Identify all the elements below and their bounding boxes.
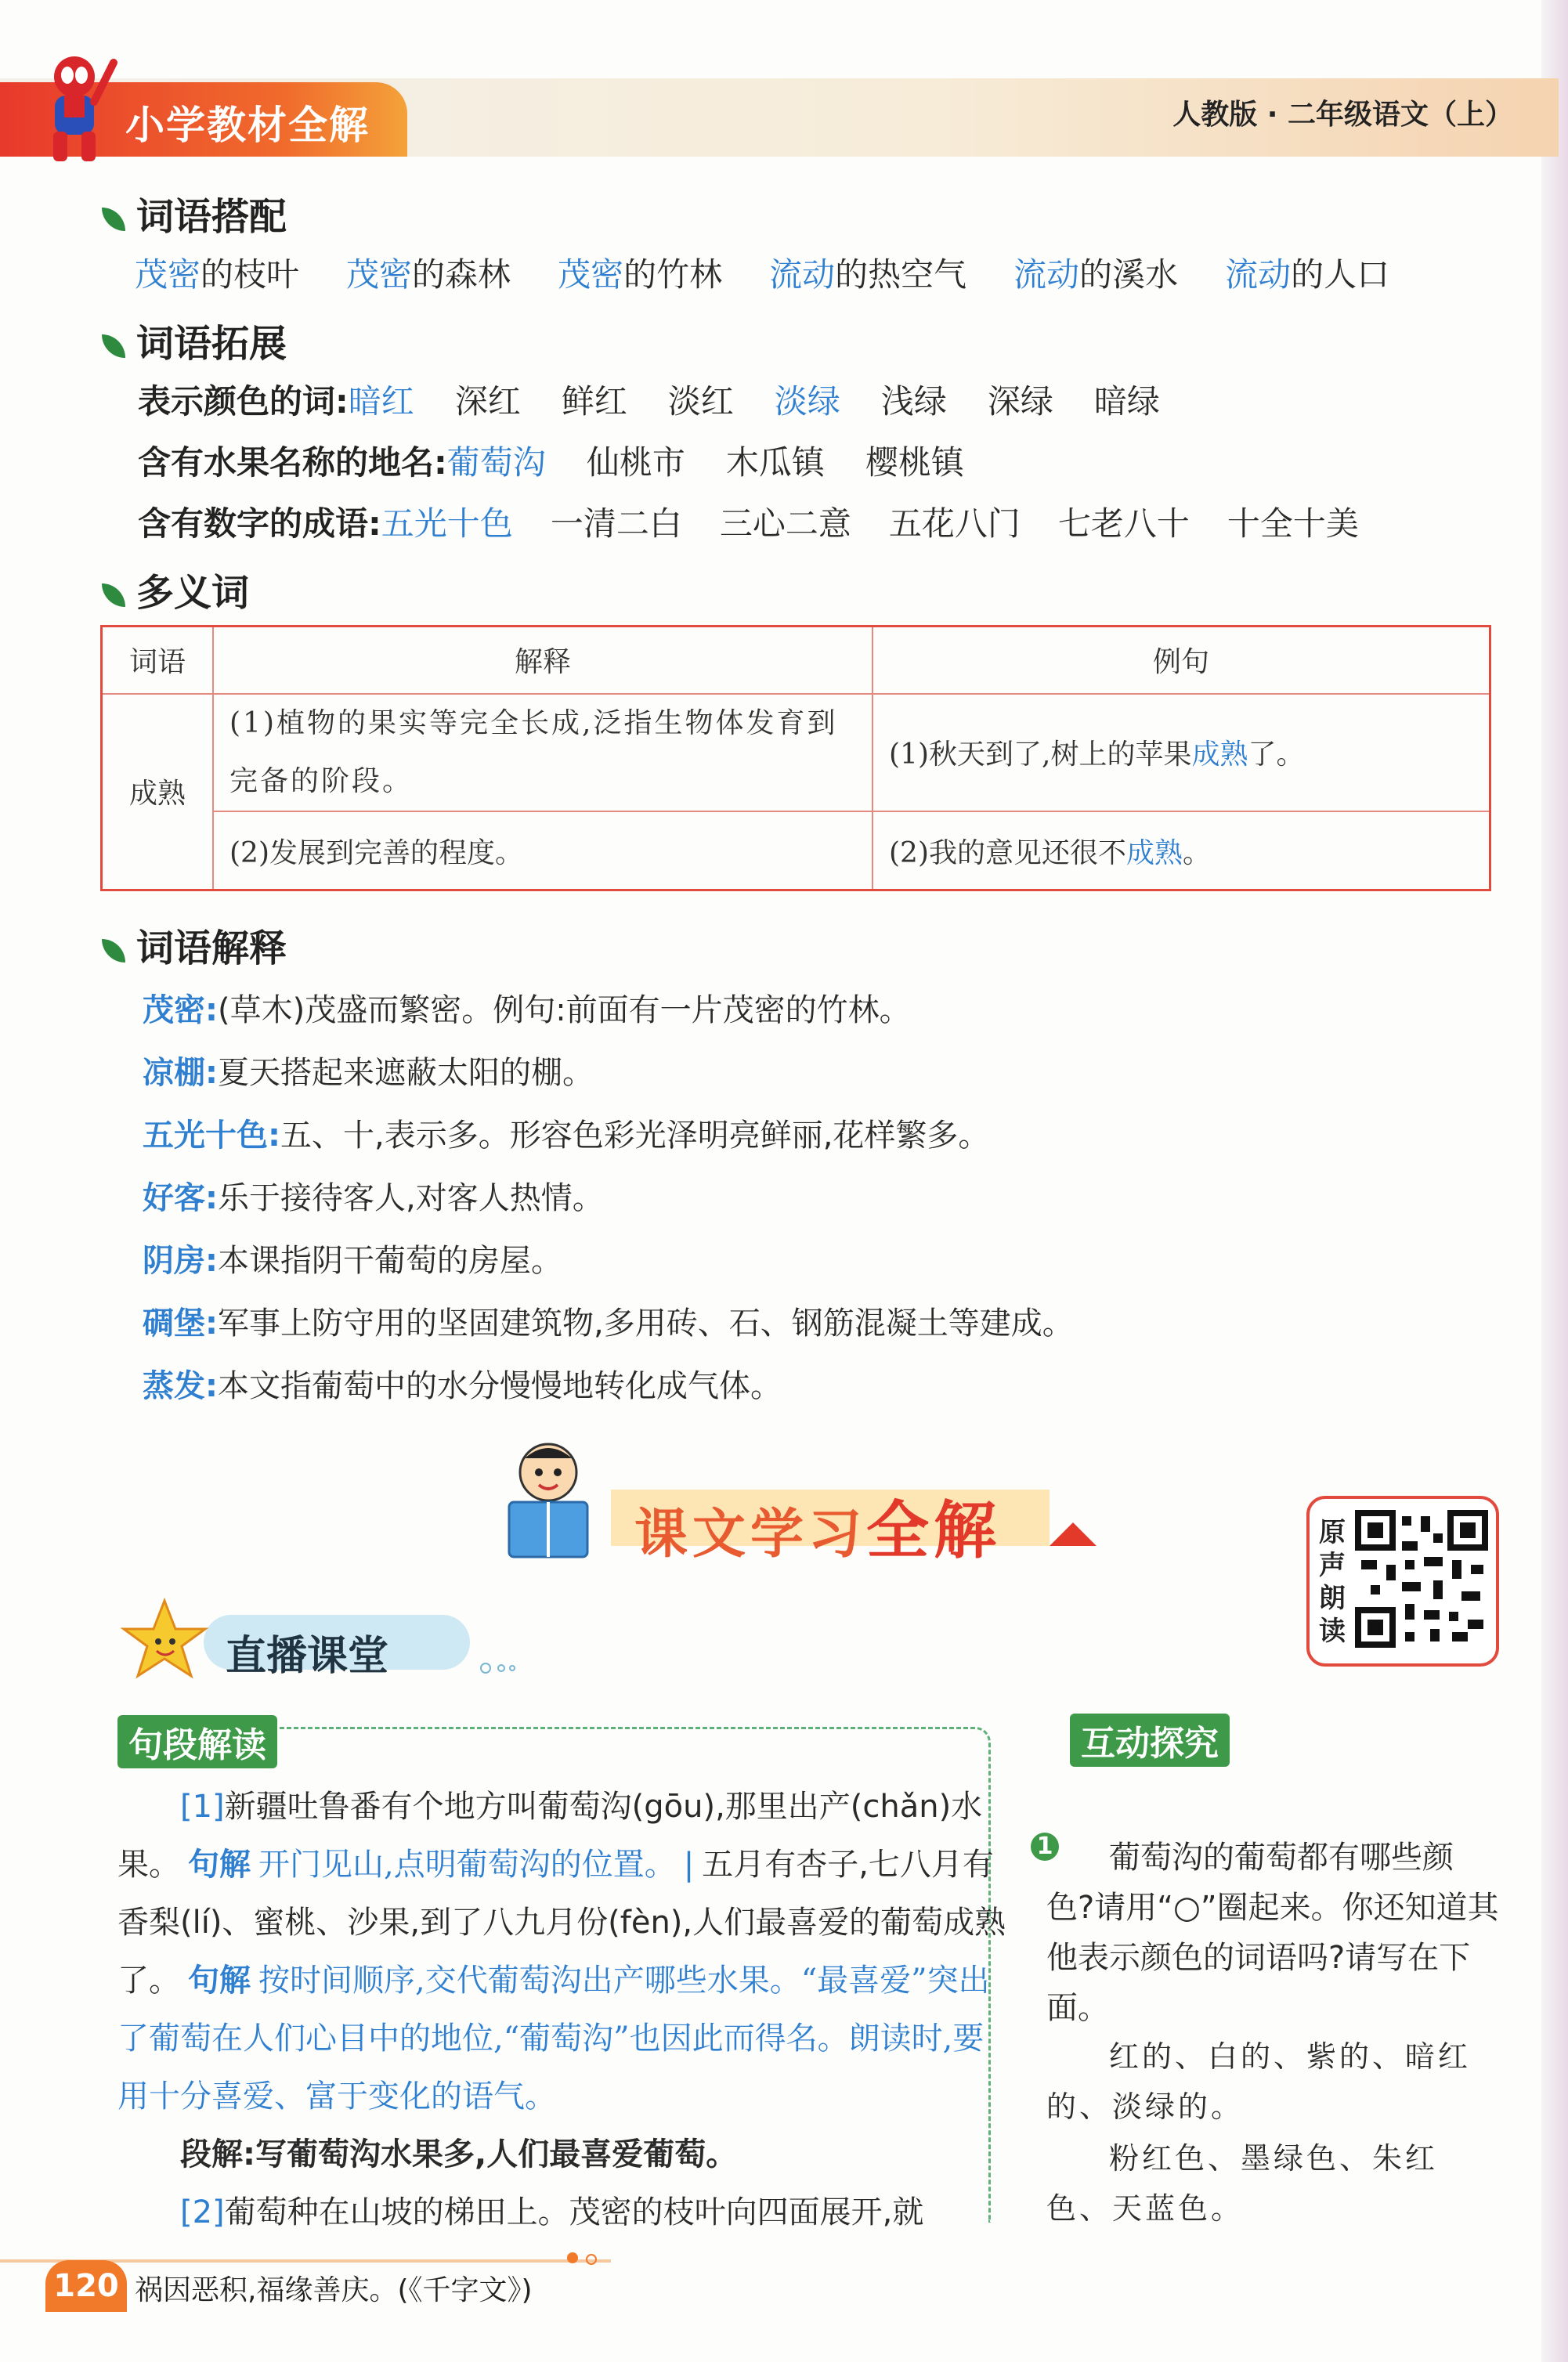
live-class-title: 直播课堂 [226, 1633, 389, 1680]
qr-code-icon [1355, 1510, 1488, 1648]
exercise-tag: 互动探究 [1070, 1714, 1230, 1767]
spiderman-mascot-icon [31, 47, 117, 164]
definition-item: 五光十色:五、十,表示多。形容色彩光泽明亮鲜丽,花样繁多。 [143, 1118, 990, 1154]
table-cell-explain: (1)植物的果实等完全长成,泛指生物体发育到完备的阶段。 [213, 694, 873, 811]
collocation-list: 茂密的枝叶 茂密的森林 茂密的竹林 流动的热空气 流动的溪水 流动的人口 [135, 255, 1390, 294]
polysemy-table [100, 625, 1491, 891]
exercise-answer-1: 红的、白的、紫的、暗红的、淡绿的。 [1046, 2039, 1472, 2124]
table-header-example: 例句 [873, 627, 1490, 694]
leaf-icon [102, 334, 125, 358]
table-cell-explain: (2)发展到完善的程度。 [213, 811, 873, 890]
expansion-row-idioms: 含有数字的成语:五光十色 一清二白 三心二意 五花八门 七老八十 十全十美 [138, 504, 1359, 543]
footer-quote: 祸因恶积,福缘善庆。(《千字文》) [135, 2274, 533, 2306]
exercise-question: 葡萄沟的葡萄都有哪些颜色?请用“○”圈起来。你还知道其他表示颜色的词语吗?请写在下面。 [1046, 1840, 1499, 2026]
definitions-list [143, 979, 1074, 1418]
table-cell-example: (1)秋天到了,树上的苹果成熟了。 [873, 694, 1490, 811]
expansion-row-fruits: 含有水果名称的地名:葡萄沟 仙桃市 木瓜镇 樱桃镇 [138, 443, 964, 482]
leaf-icon [102, 583, 125, 607]
leaf-icon [102, 939, 125, 962]
footer-dot [586, 2254, 597, 2265]
definition-item: 凉棚:夏天搭起来遮蔽太阳的棚。 [143, 1055, 594, 1091]
passage-body [117, 1778, 1010, 2241]
definition-item: 好客:乐于接待客人,对客人热情。 [143, 1180, 604, 1216]
section-heading-polysemy: 多义词 [102, 562, 249, 616]
passage-paragraph-2: [2]葡萄种在山坡的梯田上。茂密的枝叶向四面展开,就 [180, 2194, 924, 2230]
book-title: 小学教材全解 [125, 103, 370, 148]
expansion-row-colors: 表示颜色的词:暗红 深红 鲜红 淡红 淡绿 浅绿 深绿 暗绿 [138, 382, 1160, 421]
table-cell-word: 成熟 [102, 694, 214, 890]
definition-item: 阴房:本课指阴干葡萄的房屋。 [143, 1243, 562, 1279]
passage-paragraph-1: [1]新疆吐鲁番有个地方叫葡萄沟(gōu),那里出产(chǎn)水果。 句解 开门见山,点明葡萄沟的位置。 | 五月有杏子,七八月有香梨(lí)、蜜桃、沙果,到了八九月份(fèn),人们最喜爱的葡萄成熟了。 句解 按时间顺序,交代葡萄沟出产哪些水果。“最喜爱”突出了葡萄在人们心目中的地位,“葡萄沟”也因此而得名。朗读时,要用十分喜爱、富于变化的语气。 [117, 1789, 1006, 2115]
exercise-number: 1 [1031, 1833, 1059, 1861]
page-edge [1541, 0, 1568, 2362]
page-number: 120 [45, 2260, 127, 2312]
definition-item: 茂密:(草木)茂盛而繁密。例句:前面有一片茂密的竹林。 [143, 992, 911, 1028]
qr-audio-box[interactable] [1306, 1496, 1499, 1667]
definition-item: 碉堡:军事上防守用的坚固建筑物,多用砖、石、钢筋混凝土等建成。 [143, 1306, 1074, 1342]
passage-tag: 句段解读 [117, 1715, 277, 1768]
table-cell-example: (2)我的意见还很不成熟。 [873, 811, 1490, 890]
definition-item: 蒸发:本文指葡萄中的水分慢慢地转化成气体。 [143, 1368, 782, 1404]
edition-label: 人教版 · 二年级语文（上） [1172, 99, 1513, 131]
qr-label: 原声朗读 [1319, 1517, 1346, 1647]
lesson-banner-title: 课文学习全解 [634, 1494, 1002, 1567]
section-heading-definitions: 词语解释 [102, 918, 287, 972]
section-heading-expansion: 词语拓展 [102, 313, 287, 367]
leaf-icon [102, 208, 125, 231]
section-heading-collocation: 词语搭配 [102, 186, 287, 240]
passage-summary: 段解:写葡萄沟水果多,人们最喜爱葡萄。 [180, 2136, 738, 2172]
table-header-explain: 解释 [213, 627, 873, 694]
exercise-answer-2: 粉红色、墨绿色、朱红色、天蓝色。 [1046, 2141, 1439, 2226]
footer-dot [567, 2252, 578, 2263]
table-header-word: 词语 [102, 627, 214, 694]
